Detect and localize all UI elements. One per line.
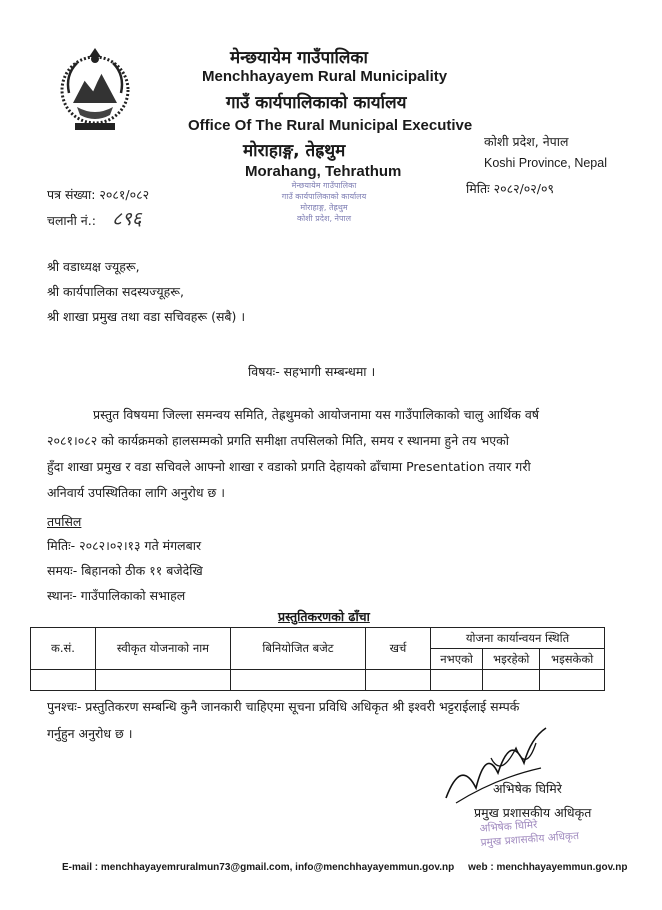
col-ongoing: भइरहेको xyxy=(483,649,540,670)
recipient-ward-chairs: श्री वडाध्यक्ष ज्यूहरू, xyxy=(47,259,140,274)
meeting-time: समयः- बिहानको ठीक ११ बजेदेखि xyxy=(47,563,203,578)
body-line: अनिवार्य उपस्थितिका लागि अनुरोध छ । xyxy=(47,485,226,500)
presentation-format-title: प्रस्तुतिकरणको ढाँचा xyxy=(278,609,370,624)
office-name-english: Office Of The Rural Municipal Executive xyxy=(188,117,473,134)
meeting-date: मितिः- २०८२।०२।१३ गते मंगलबार xyxy=(47,538,202,553)
stamp-line: गाउँ कार्यपालिकाको कार्यालय xyxy=(281,192,367,201)
municipality-name-english: Menchhayayem Rural Municipality xyxy=(202,68,448,85)
postscript-line: गर्नुहुन अनुरोध छ । xyxy=(47,726,133,741)
meeting-venue: स्थानः- गाउँपालिकाको सभाहल xyxy=(47,588,186,603)
body-line: २०८१।०८२ को कार्यक्रमको हालसम्मको प्रगति समीक्षा तपसिलको मिति, समय र स्थानमा हुने तय भएको xyxy=(47,433,509,448)
signatory-title: प्रमुख प्रशासकीय अधिकृत xyxy=(474,805,592,820)
web-value: menchhayayemmun.gov.np xyxy=(496,862,628,873)
letter-date: मितिः २०८२/०२/०९ xyxy=(466,181,554,196)
province-nepali: कोशी प्रदेश, नेपाल xyxy=(484,134,569,149)
col-implementation-status: योजना कार्यान्वयन स्थिति xyxy=(431,628,605,649)
col-expense: खर्च xyxy=(366,628,431,670)
table-row xyxy=(31,670,605,691)
postscript-line: पुनश्चः- प्रस्तुतिकरण सम्बन्धि कुनै जानकारी चाहिएमा सूचना प्रविधि अधिकृत श्री इश्वरी भट्टराईलाई सम्पर्क xyxy=(47,699,520,714)
seal-name: अभिषेक घिमिरे xyxy=(479,818,538,835)
province-english: Koshi Province, Nepal xyxy=(484,156,607,170)
col-serial-number: क.सं. xyxy=(31,628,96,670)
footer-contact xyxy=(62,862,627,873)
stamp-line: कोशी प्रदेश, नेपाल xyxy=(296,214,352,223)
place-name-english: Morahang, Tehrathum xyxy=(245,163,402,180)
body-line: प्रस्तुत विषयमा जिल्ला समन्वय समिति, तेह्रथुमको आयोजनामा यस गाउँपालिकाको चालु आर्थिक वर्ष xyxy=(93,407,539,422)
email-label: E-mail : xyxy=(62,862,99,873)
nepal-emblem-icon xyxy=(55,45,135,135)
office-stamp xyxy=(268,180,380,260)
col-not-started: नभएको xyxy=(431,649,483,670)
email-value: menchhayayemruralmun73@gmail.com, info@menchhayayemmun.gov.np xyxy=(100,862,455,873)
seal-title: प्रमुख प्रशासकीय अधिकृत xyxy=(480,830,580,849)
col-budget: बिनियोजित बजेट xyxy=(231,628,366,670)
place-name-nepali: मोराहाङ्ग, तेह्रथुम xyxy=(243,141,346,161)
stamp-line: मोराहाङ्ग, तेह्रथुम xyxy=(300,203,348,212)
recipient-section-heads: श्री शाखा प्रमुख तथा वडा सचिवहरू (सबै) । xyxy=(47,309,246,324)
stamp-line: मेन्छयायेम गाउँपालिका xyxy=(291,181,357,190)
presentation-format-table xyxy=(30,627,605,691)
col-plan-name: स्वीकृत योजनाको नाम xyxy=(96,628,231,670)
recipient-executive-members: श्री कार्यपालिका सदस्यज्यूहरू, xyxy=(47,284,184,299)
web-label: web : xyxy=(468,862,494,873)
letter-number: पत्र संख्या: २०८१/०८२ xyxy=(47,187,150,202)
col-completed: भइसकेको xyxy=(540,649,605,670)
office-name-nepali: गाउँ कार्यपालिकाको कार्यालय xyxy=(226,93,407,113)
dispatch-number-handwritten: ८९६ xyxy=(112,208,142,230)
body-line: हुँदा शाखा प्रमुख र वडा सचिवले आफ्नो शाखा र वडाको प्रगति देहायको ढाँचामा Presentation तयार गरी xyxy=(47,459,531,474)
dispatch-number-label: चलानी नं.: xyxy=(47,213,96,228)
municipality-name-nepali: मेन्छयायेम गाउँपालिका xyxy=(230,48,368,68)
signatory-name: अभिषेक घिमिरे xyxy=(493,781,562,796)
details-heading: तपसिल xyxy=(47,514,82,529)
letter-subject: विषयः- सहभागी सम्बन्धमा । xyxy=(248,364,376,379)
